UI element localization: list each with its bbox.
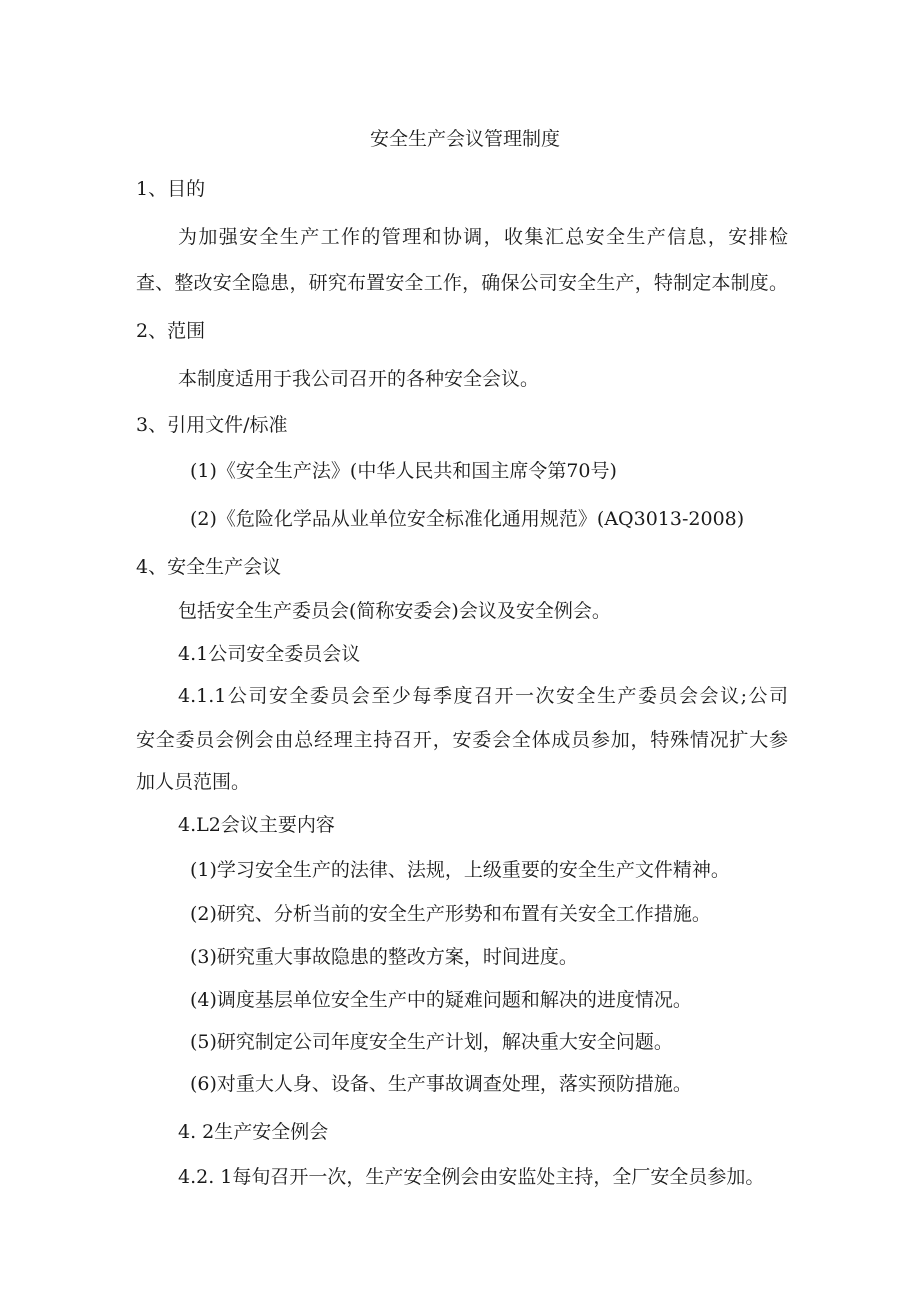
section-4-2-heading: 4. 2生产安全例会 [178,1121,329,1143]
section-4-2-1-line-1: 4.2. 1每旬召开一次，生产安全例会由安监处主持，全厂安全员参加。 [178,1166,765,1188]
section-1-paragraph-line-1: 为加强安全生产工作的管理和协调，收集汇总安全生产信息，安排检 [178,226,788,248]
list-item: (3)研究重大事故隐患的整改方案，时间进度。 [190,946,578,968]
list-item: (4)调度基层单位安全生产中的疑难问题和解决的进度情况。 [190,989,692,1011]
reference-2: (2)《危险化学品从业单位安全标准化通用规范》(AQ3013-2008) [190,508,745,530]
list-item: (5)研究制定公司年度安全生产计划，解决重大安全问题。 [190,1031,673,1053]
section-2-heading: 2、范围 [136,320,206,342]
page-title: 安全生产会议管理制度 [369,128,560,150]
section-4-1-heading: 4.1公司安全委员会议 [178,643,361,665]
reference-1: (1)《安全生产法》(中华人民共和国主席令第70号) [190,460,617,482]
section-4-1-1-line-2: 安全委员会例会由总经理主持召开，安委会全体成员参加，特殊情况扩大参 [136,729,788,751]
section-4-1-1-line-1: 4.1.1公司安全委员会至少每季度召开一次安全生产委员会会议;公司 [178,685,788,707]
section-2-paragraph: 本制度适用于我公司召开的各种安全会议。 [178,368,540,390]
section-3-heading: 3、引用文件/标准 [136,414,288,436]
section-4-intro: 包括安全生产委员会(简称安委会)会议及安全例会。 [178,600,611,622]
section-1-paragraph-line-2: 查、整改安全隐患，研究布置安全工作，确保公司安全生产，特制定本制度。 [136,272,788,294]
list-item: (1)学习安全生产的法律、法规，上级重要的安全生产文件精神。 [190,859,730,881]
section-1-heading: 1、目的 [136,178,206,200]
list-item: (2)研究、分析当前的安全生产形势和布置有关安全工作措施。 [190,903,711,925]
section-4-1-2-heading: 4.L2会议主要内容 [178,814,335,836]
section-4-heading: 4、安全生产会议 [136,556,282,578]
list-item: (6)对重大人身、设备、生产事故调查处理，落实预防措施。 [190,1073,692,1095]
section-4-1-1-line-3: 加人员范围。 [136,771,251,793]
